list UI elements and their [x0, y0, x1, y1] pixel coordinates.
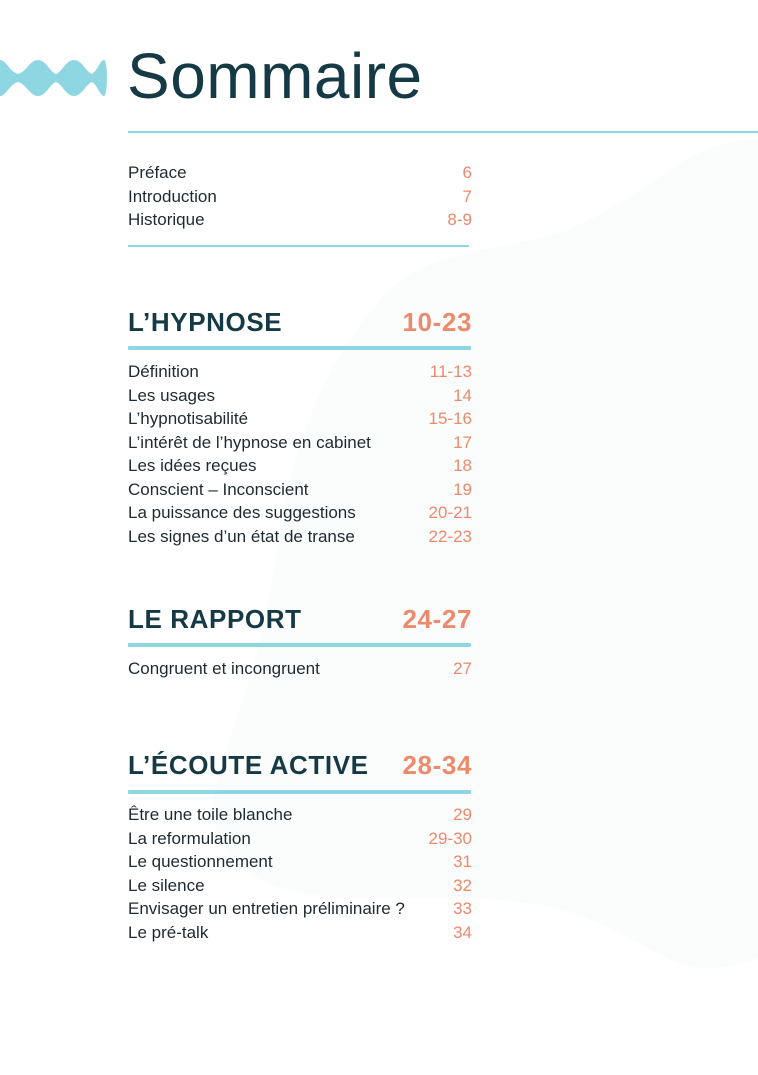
toc-entry[interactable]: [128, 478, 472, 502]
toc-entry-page: 33: [453, 899, 472, 918]
toc-entry-label: L’hypnotisabilité: [128, 409, 249, 428]
toc-entry-label: Envisager un entretien préliminaire ?: [128, 899, 405, 918]
toc-entry-page: 6: [462, 163, 472, 182]
toc-entry[interactable]: [128, 384, 472, 408]
toc-entry[interactable]: [128, 185, 472, 209]
toc-entry[interactable]: [128, 921, 472, 945]
section-title: LE RAPPORT: [128, 604, 302, 634]
wave-beads-icon: [0, 52, 110, 104]
toc-entry-page: 14: [453, 385, 472, 405]
section-heading-rapport[interactable]: [128, 602, 472, 636]
toc-entry-label: Le silence: [128, 875, 205, 895]
toc-entry-page: 20-21: [428, 503, 472, 522]
section-page-range: 10-23: [402, 307, 472, 337]
toc-entry-page: 31: [453, 852, 472, 871]
toc-entry-label: Définition: [128, 362, 199, 381]
toc-entry-label: Préface: [128, 163, 187, 182]
toc-entry-label: Les idées reçues: [128, 456, 257, 475]
toc-entry-label: Introduction: [128, 186, 217, 206]
toc-entry-label: L’intérêt de l’hypnose en cabinet: [128, 432, 371, 452]
toc-entry-page: 18: [453, 456, 472, 475]
toc-entry-page: 27: [453, 659, 472, 678]
toc-entry-page: 11-13: [429, 362, 472, 381]
toc-entry-label: Conscient – Inconscient: [128, 479, 309, 499]
toc-entry-page: 15-16: [428, 409, 472, 428]
section-list-hypnose: [128, 360, 472, 548]
toc-entry[interactable]: [128, 525, 472, 549]
title-divider: [128, 131, 758, 133]
toc-entry[interactable]: [128, 501, 472, 525]
toc-entry[interactable]: [128, 874, 472, 898]
toc-entry-page: 17: [453, 432, 472, 452]
toc-entry-label: La reformulation: [128, 828, 251, 848]
section-heading-ecoute-active[interactable]: [128, 748, 472, 782]
toc-entry[interactable]: [128, 657, 472, 681]
toc-entry[interactable]: [128, 161, 472, 185]
section-title: L’ÉCOUTE ACTIVE: [128, 750, 369, 780]
toc-entry-label: Congruent et incongruent: [128, 659, 320, 678]
section-heading-hypnose[interactable]: [128, 305, 472, 339]
section-divider: [128, 346, 471, 350]
toc-entry-page: 19: [453, 479, 472, 499]
toc-entry[interactable]: [128, 897, 472, 921]
page-title: Sommaire: [127, 40, 423, 112]
toc-entry-page: 8-9: [447, 210, 472, 229]
toc-entry-page: 29: [453, 805, 472, 824]
toc-entry-label: Le pré-talk: [128, 922, 209, 942]
toc-entry[interactable]: [128, 454, 472, 478]
toc-entry-label: La puissance des suggestions: [128, 503, 356, 522]
section-divider: [128, 790, 471, 794]
toc-entry-page: 32: [453, 875, 472, 895]
toc-entry[interactable]: [128, 827, 472, 851]
toc-entry-page: 22-23: [428, 526, 472, 546]
toc-entry-label: Les usages: [128, 385, 215, 405]
section-page-range: 24-27: [402, 604, 472, 634]
toc-entry-page: 29-30: [428, 828, 472, 848]
toc-entry[interactable]: [128, 208, 472, 232]
intro-list: [128, 161, 472, 232]
toc-entry-label: Le questionnement: [128, 852, 273, 871]
toc-entry-label: Les signes d’un état de transe: [128, 526, 355, 546]
toc-entry-label: Être une toile blanche: [128, 805, 293, 824]
section-page-range: 28-34: [402, 750, 472, 780]
toc-entry[interactable]: [128, 803, 472, 827]
toc-entry[interactable]: [128, 850, 472, 874]
toc-entry[interactable]: [128, 431, 472, 455]
toc-entry-label: Historique: [128, 210, 205, 229]
toc-entry[interactable]: [128, 407, 472, 431]
section-list-rapport: [128, 657, 472, 681]
toc-entry-page: 7: [462, 186, 472, 206]
intro-divider: [128, 245, 469, 247]
toc-entry[interactable]: [128, 360, 472, 384]
section-divider: [128, 643, 471, 647]
section-title: L’HYPNOSE: [128, 307, 283, 337]
section-list-ecoute-active: [128, 803, 472, 944]
toc-entry-page: 34: [453, 922, 472, 942]
